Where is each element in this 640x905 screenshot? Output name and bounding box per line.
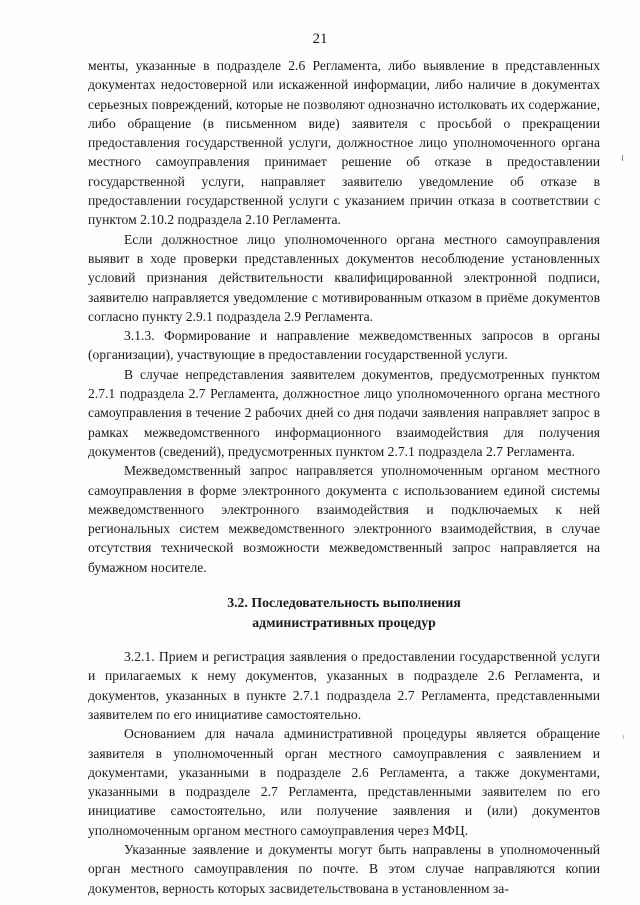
paragraph-4: В случае непредставления заявителем документов, предусмотренных пунктом 2.7.1 подраздела 2.7 Регламента, должностное лицо уполномоченного органа местного самоуправления в течение 2 рабочих дней со дня подачи заявления направляет запрос в рамках межведомственного информационного взаимодействия для получения документов (сведений), предусмотренных пунктом 2.7.1 подраздела 2.7 Регламента. (88, 366, 600, 459)
page-number: 21 (312, 31, 328, 47)
scan-edge-mark (622, 155, 623, 161)
paragraph-8: Указанные заявление и документы могут быть направлены в уполномоченный орган местного самоуправления по почте. В этом случае направляются копии документов, верность которых засвидетельствована в установленном за- (88, 841, 600, 896)
scan-edge-mark (623, 735, 624, 739)
section-heading-3-2 (88, 593, 600, 632)
document-body (88, 56, 600, 898)
paragraph-2: Если должностное лицо уполномоченного органа местного самоуправления выявит в ходе проверки представленных документов несоблюдение установленных условий признания действительности квалифицированной электронной подписи, заявителю направляется уведомление с мотивированным отказом в приёме документов согласно пункту 2.9.1 подраздела 2.9 Регламента. (88, 231, 600, 324)
paragraph-3-section-3-1-3: 3.1.3. Формирование и направление межведомственных запросов в органы (организации), участвующие в предоставлении государственной услуги. (88, 328, 600, 363)
paragraph-5: Межведомственный запрос направляется уполномоченным органом местного самоуправления в форме электронного документа с использованием единой системы межведомственного электронного взаимодействия и подключаемых к ней региональных систем межведомственного электронного взаимодействия, в случае отсутствия технической возможности межведомственный запрос направляется на бумажном носителе. (88, 463, 600, 575)
paragraph-1: менты, указанные в подразделе 2.6 Регламента, либо выявление в представленных документах недостоверной или искаженной информации, либо наличие в документах серьезных повреждений, которые не позволяют однозначно истолковать их содержание, либо обращение (в письменном виде) заявителя с просьбой о прекращении предоставления государственной услуги, должностное лицо уполномоченного органа местного самоуправления принимает решение об отказе в предоставлении государственной услуги, направляет заявителю уведомление об отказе в предоставлении государственной услуги с указанием причин отказа в соответствии с пунктом 2.10.2 подраздела 2.10 Регламента. (88, 58, 600, 228)
section-heading-line-2: административных процедур (252, 614, 436, 630)
paragraph-6-section-3-2-1: 3.2.1. Прием и регистрация заявления о предоставлении государственной услуги и прилагаемых к нему документов, указанных в подразделе 2.6 Регламента, и документов, указанных в пункте 2.7.1 подраздела 2.7 Регламента, представленными заявителем по его инициативе самостоятельно. (88, 649, 600, 722)
paragraph-7: Основанием для начала административной процедуры является обращение заявителя в уполномоченный орган местного самоуправления с заявлением и документами, указанными в подразделе 2.6 Регламента, а также документами, указанными в подразделе 2.7 Регламента, представленными заявителем по его инициативе самостоятельно, или получение заявления и (или) документов уполномоченным органом местного самоуправления через МФЦ. (88, 726, 600, 838)
section-heading-line-1: 3.2. Последовательность выполнения (227, 595, 461, 611)
